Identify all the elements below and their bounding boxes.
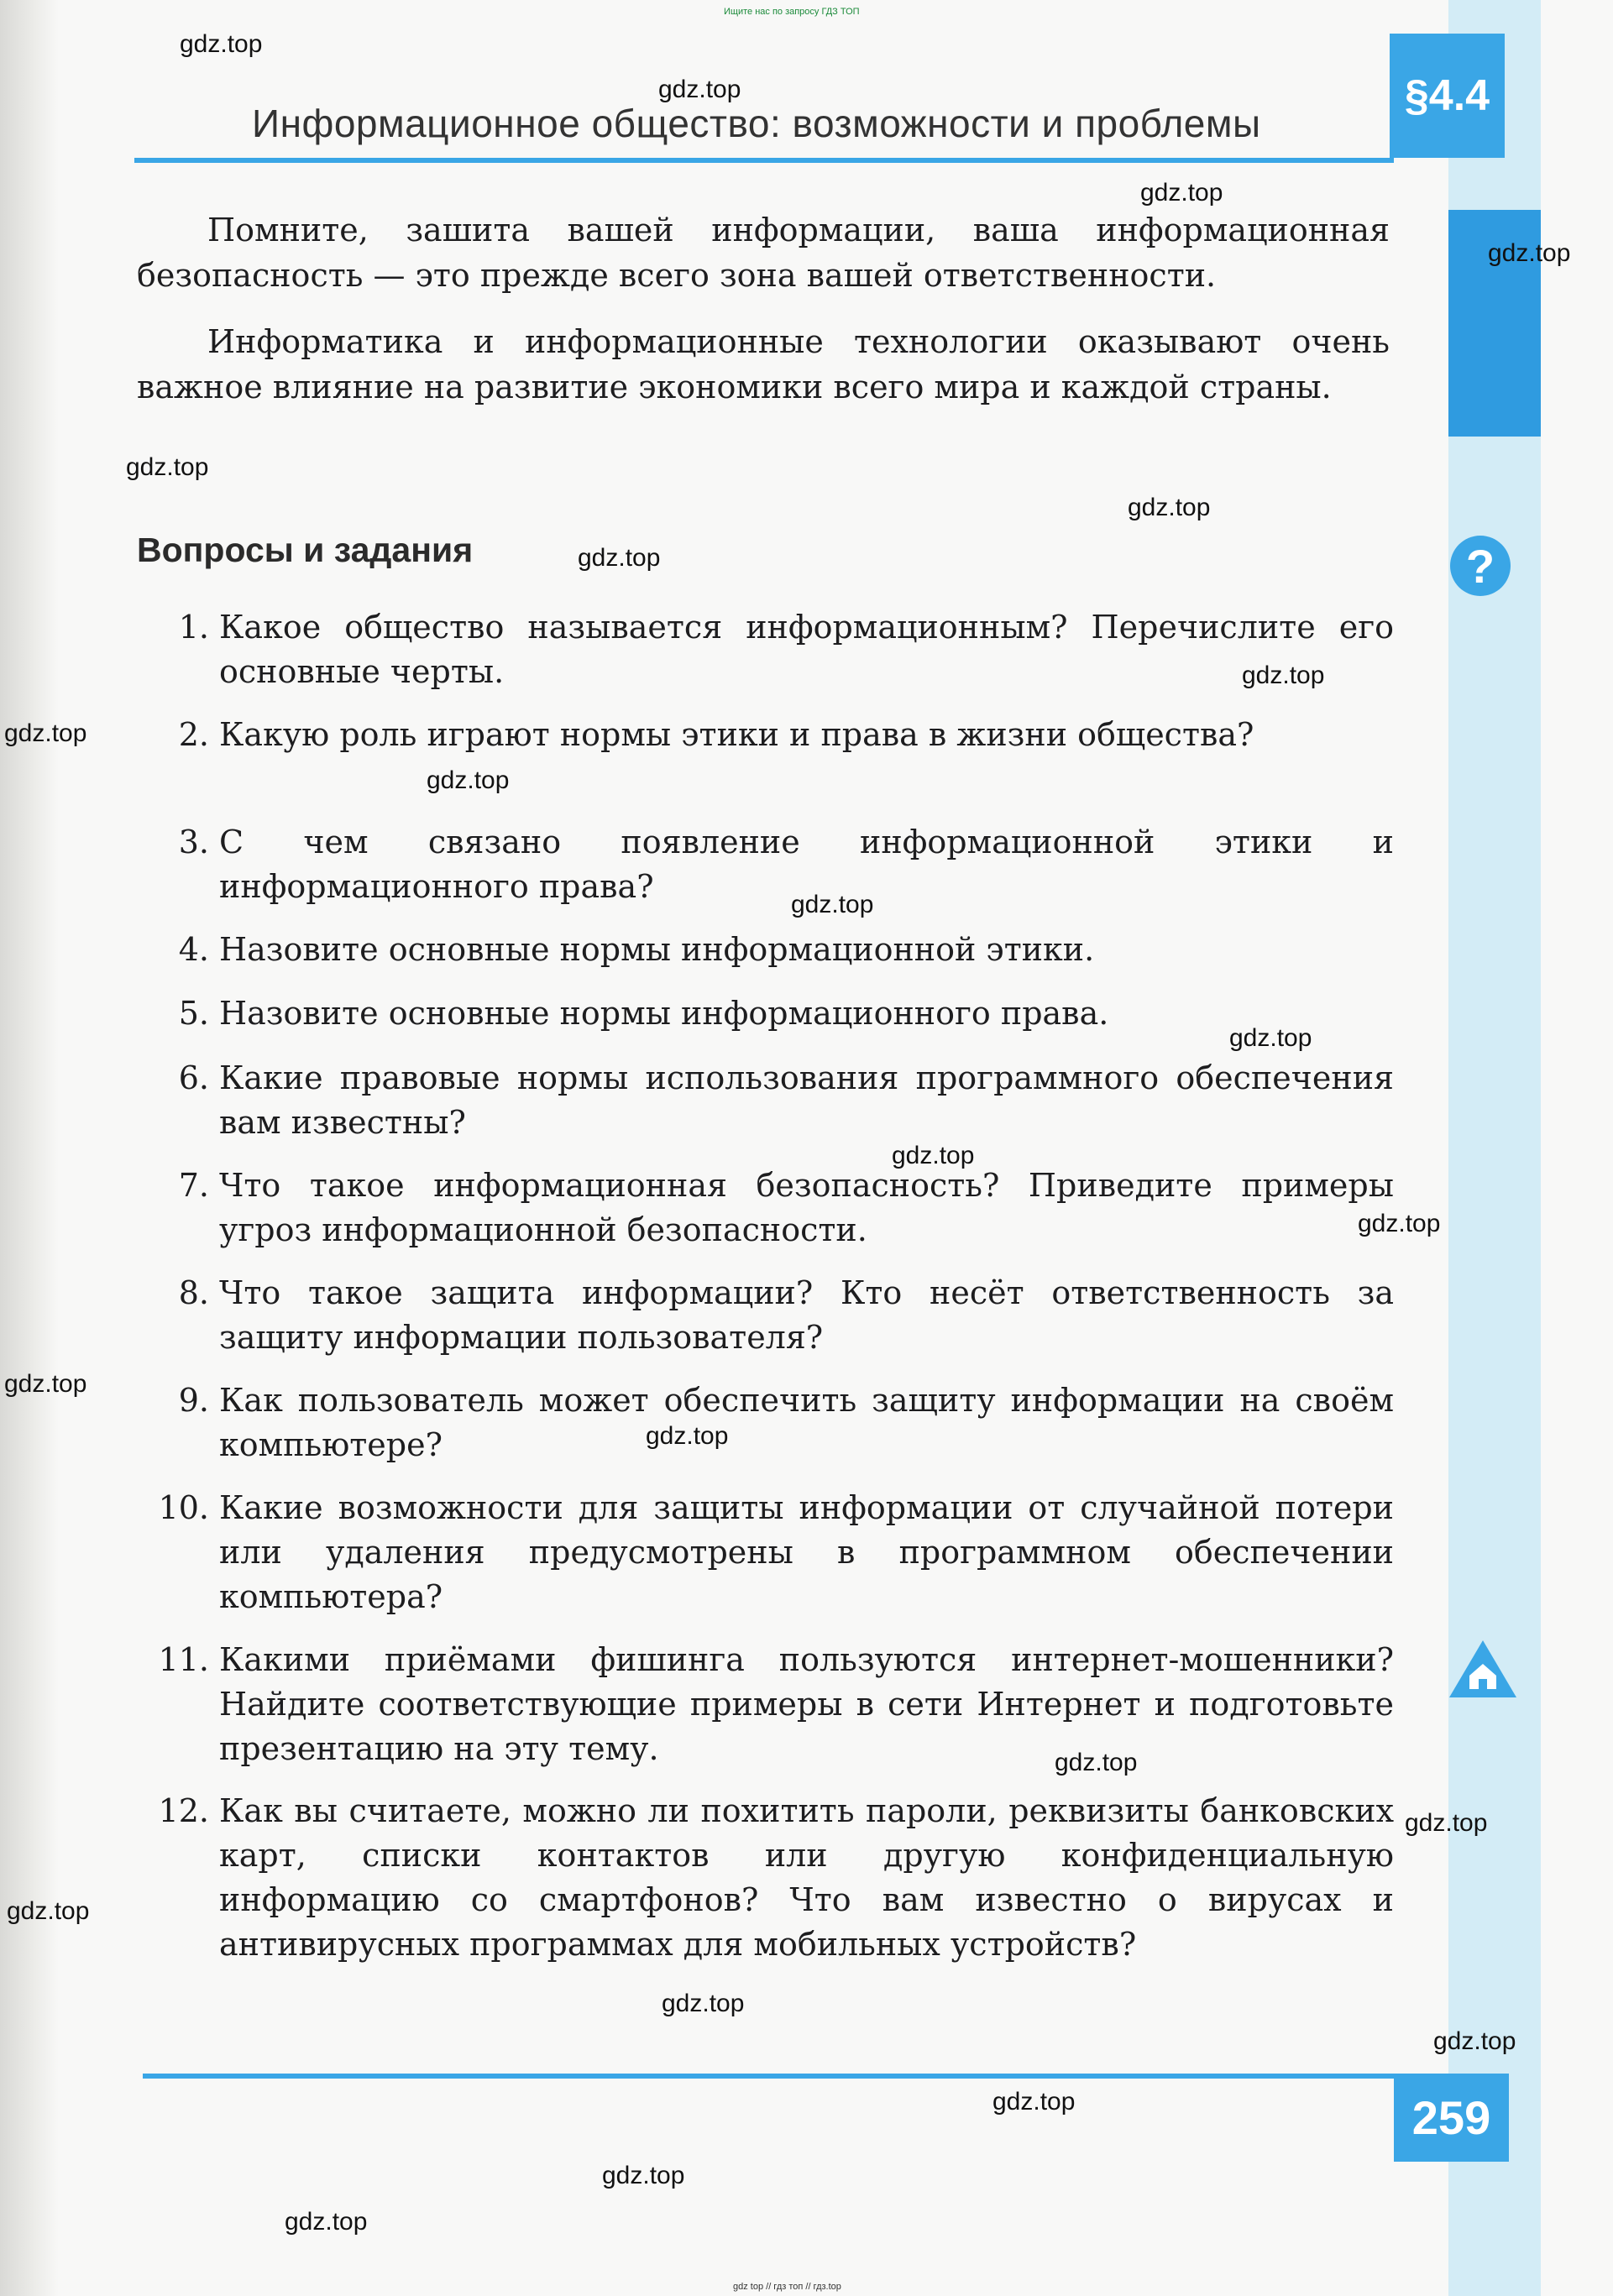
section-number-badge: §4.4: [1390, 34, 1505, 158]
question-number: 12.: [158, 1792, 209, 1829]
watermark: gdz.top: [1229, 1024, 1312, 1052]
question-text: Какую роль играют нормы этики и права в жизни общества?: [219, 716, 1254, 753]
question-text: Какие правовые нормы использования программного обеспечения вам известны?: [219, 1059, 1394, 1141]
paragraph-responsibility: [137, 207, 1390, 298]
watermark: gdz.top: [602, 2162, 685, 2189]
question-item: [137, 928, 1394, 972]
question-item: [137, 605, 1394, 694]
watermark: gdz.top: [7, 1897, 90, 1925]
question-text: Как вы считаете, можно ли похитить пароли, реквизиты банковских карт, списки контактов или другую конфиденциальную информацию со смартфонов? Что вам известно о вирусах и антивирусных программах для мобильных устройств?: [219, 1792, 1394, 1963]
question-number: 2.: [178, 716, 209, 753]
watermark: gdz.top: [578, 544, 661, 572]
question-number: 9.: [178, 1382, 209, 1419]
question-number: 4.: [178, 931, 209, 968]
watermark: gdz.top: [1242, 662, 1325, 689]
question-text: Что такое информационная безопасность? Приведите примеры угроз информационной безопасности.: [219, 1167, 1394, 1248]
watermark: gdz.top: [4, 1370, 87, 1398]
watermark: gdz.top: [1405, 1809, 1488, 1837]
question-text: Как пользователь может обеспечить защиту информации на своём компьютере?: [219, 1382, 1394, 1463]
watermark: gdz.top: [658, 76, 741, 103]
question-text: Назовите основные нормы информационной этики.: [219, 931, 1095, 968]
question-item: [137, 1378, 1394, 1467]
page-header-title: Информационное общество: возможности и проблемы: [252, 102, 1261, 145]
footer-divider: [143, 2074, 1394, 2079]
watermark: gdz.top: [1488, 239, 1571, 267]
question-text: С чем связано появление информационной этики и информационного права?: [219, 824, 1394, 905]
question-item: [137, 1056, 1394, 1145]
question-item: [137, 1638, 1394, 1771]
watermark: gdz.top: [662, 1990, 745, 2017]
watermark: gdz.top: [992, 2088, 1076, 2116]
question-item: [137, 713, 1394, 757]
question-number: 8.: [178, 1274, 209, 1311]
question-item: [137, 1164, 1394, 1253]
question-number: 3.: [178, 824, 209, 860]
watermark: gdz.top: [892, 1142, 975, 1169]
question-item: [137, 1486, 1394, 1619]
question-item: [137, 1789, 1394, 1967]
question-number: 11.: [158, 1641, 209, 1678]
watermark: gdz.top: [1055, 1749, 1138, 1776]
question-text: Какие возможности для защиты информации от случайной потери или удаления предусмотрены в программном обеспечении компьютера?: [219, 1489, 1394, 1615]
paragraph-text: Информатика и информационные технологии оказывают очень важное влияние на развитие экономики всего мира и каждой страны.: [137, 323, 1390, 405]
watermark: gdz.top: [427, 766, 510, 794]
question-text: Что такое защита информации? Кто несёт ответственность за защиту информации пользователя?: [219, 1274, 1394, 1356]
watermark: gdz.top: [4, 719, 87, 747]
bottom-note: gdz top // гдз топ // гдз.top: [733, 2282, 841, 2292]
watermark: gdz.top: [1358, 1210, 1441, 1237]
watermark: gdz.top: [1140, 179, 1223, 207]
question-item: [137, 1271, 1394, 1360]
home-icon: [1448, 1639, 1518, 1699]
watermark: gdz.top: [646, 1422, 729, 1450]
header-divider: [134, 158, 1394, 163]
watermark: gdz.top: [791, 891, 874, 918]
question-text: Какими приёмами фишинга пользуются интернет-мошенники? Найдите соответствующие примеры в сети Интернет и подготовьте презентацию на эту тему.: [219, 1641, 1394, 1767]
paragraph-economy: [137, 319, 1390, 410]
page-gutter-shadow: [0, 0, 59, 2296]
watermark: gdz.top: [180, 30, 263, 58]
question-number: 7.: [178, 1167, 209, 1204]
question-number: 1.: [178, 609, 209, 646]
watermark: gdz.top: [1433, 2027, 1516, 2055]
question-text: Какое общество называется информационным? Перечислите его основные черты.: [219, 609, 1394, 690]
question-item: [137, 820, 1394, 909]
question-number: 10.: [158, 1489, 209, 1526]
question-number: 6.: [178, 1059, 209, 1096]
top-search-note: Ищите нас по запросу ГДЗ ТОП: [724, 7, 860, 17]
question-text: Назовите основные нормы информационного права.: [219, 995, 1109, 1032]
questions-heading: Вопросы и задания: [137, 531, 474, 569]
question-item: [137, 991, 1394, 1036]
question-icon: ?: [1450, 536, 1511, 596]
watermark: gdz.top: [285, 2208, 368, 2236]
question-number: 5.: [178, 995, 209, 1032]
watermark: gdz.top: [1128, 494, 1211, 521]
watermark: gdz.top: [126, 453, 209, 481]
paragraph-text: Помните, зашита вашей информации, ваша информационная безопасность — это прежде всего зона вашей ответственности.: [137, 212, 1390, 294]
page-number-badge: 259: [1394, 2074, 1509, 2162]
